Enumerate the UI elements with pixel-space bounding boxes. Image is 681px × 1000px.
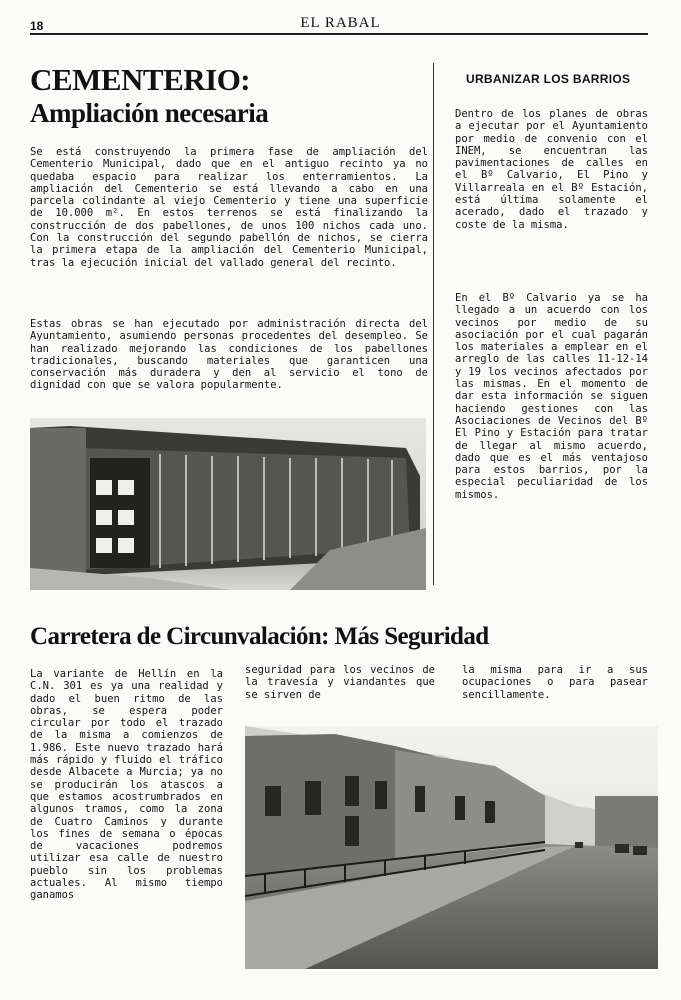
cementerio-subheadline: Ampliación necesaria xyxy=(30,98,269,128)
header-rule xyxy=(30,33,648,35)
barrios-paragraph-2: En el Bº Calvario ya se ha llegado a un acuerdo con los vecinos por medio de su asociación por el cual pagarán los materiales a emplear en el arreglo de las calles 11-12-14 y 19 los vecinos afectados por las mismas. En el momento de dar esta información se siguen haciendo gestiones con las Asociaciones de Vecinos del Bº El Pino y Estación para tratar de llegar al mismo acuerdo, dado que es el más ventajoso para estos barrios, por la especial peculiaridad de los mismos. xyxy=(455,292,648,501)
barrios-headline: URBANIZAR LOS BARRIOS xyxy=(466,72,631,86)
carretera-column-3: la misma para ir a sus ocupaciones o para pasear sencillamente. xyxy=(462,664,648,701)
street-photo xyxy=(245,726,658,969)
page-number: 18 xyxy=(30,19,44,33)
masthead: EL RABAL xyxy=(300,15,381,31)
barrios-paragraph-1: Dentro de los planes de obras a ejecutar por el Ayuntamiento por medio de convenio con el INEM, se encuentran las pavimentaciones de calles en el Bº Calvario, El Pino y Villarreala en el Bº Estación, está última solamente el acerado, dado el trazado y coste de la misma. xyxy=(455,108,648,231)
carretera-column-1: La variante de Hellín en la C.N. 301 es ya una realidad y dado el buen ritmo de las obras, se espera poder circular por todo el trazado de la misma a comienzos de 1.986. Este nuevo trazado hará más rápido y fluido el tráfico desde Albacete a Murcia; ya no se producirán los atascos a que estamos acostrumbrados en algunos tramos, como la zona de Cuatro Caminos y durante los fines de semana o épocas de vacaciones podremos utilizar esa calle de nuestro pueblo sin los problemas actuales. Al mismo tiempo ganamos xyxy=(30,668,223,902)
cementerio-paragraph-2: Estas obras se han ejecutado por administración directa del Ayuntamiento, asumiendo personas procedentes del desempleo. Se han realizado mejorando las condiciones de los pabellones tradicionales, buscando materiales que garanticen una conservación más duradera y den al servicio el tono de dignidad con que se valora popularmente. xyxy=(30,318,428,392)
carretera-headline: Carretera de Circunvalación: Más Seguridad xyxy=(30,623,489,650)
cemetery-niches-photo xyxy=(30,418,426,590)
column-divider xyxy=(433,63,434,585)
cementerio-headline: CEMENTERIO: xyxy=(30,62,251,97)
carretera-column-2: seguridad para los vecinos de la travesía y viandantes que se sirven de xyxy=(245,664,435,701)
cementerio-paragraph-1: Se está construyendo la primera fase de ampliación del Cementerio Municipal, dado que en el antiguo recinto ya no quedaba espacio para realizar los enterramientos. La ampliación del Cementerio se está llevando a cabo en una parcela colindante al viejo Cementerio y tiene una superficie de 10.000 m². En estos terrenos se está finalizando la construcción de dos pabellones, de unos 100 nichos cada uno. Con la construcción del segundo pabellón de nichos, se cierra la primera etapa de la ampliación del Cementerio Municipal, tras la ejecución inicial del vallado general del recinto. xyxy=(30,146,428,269)
